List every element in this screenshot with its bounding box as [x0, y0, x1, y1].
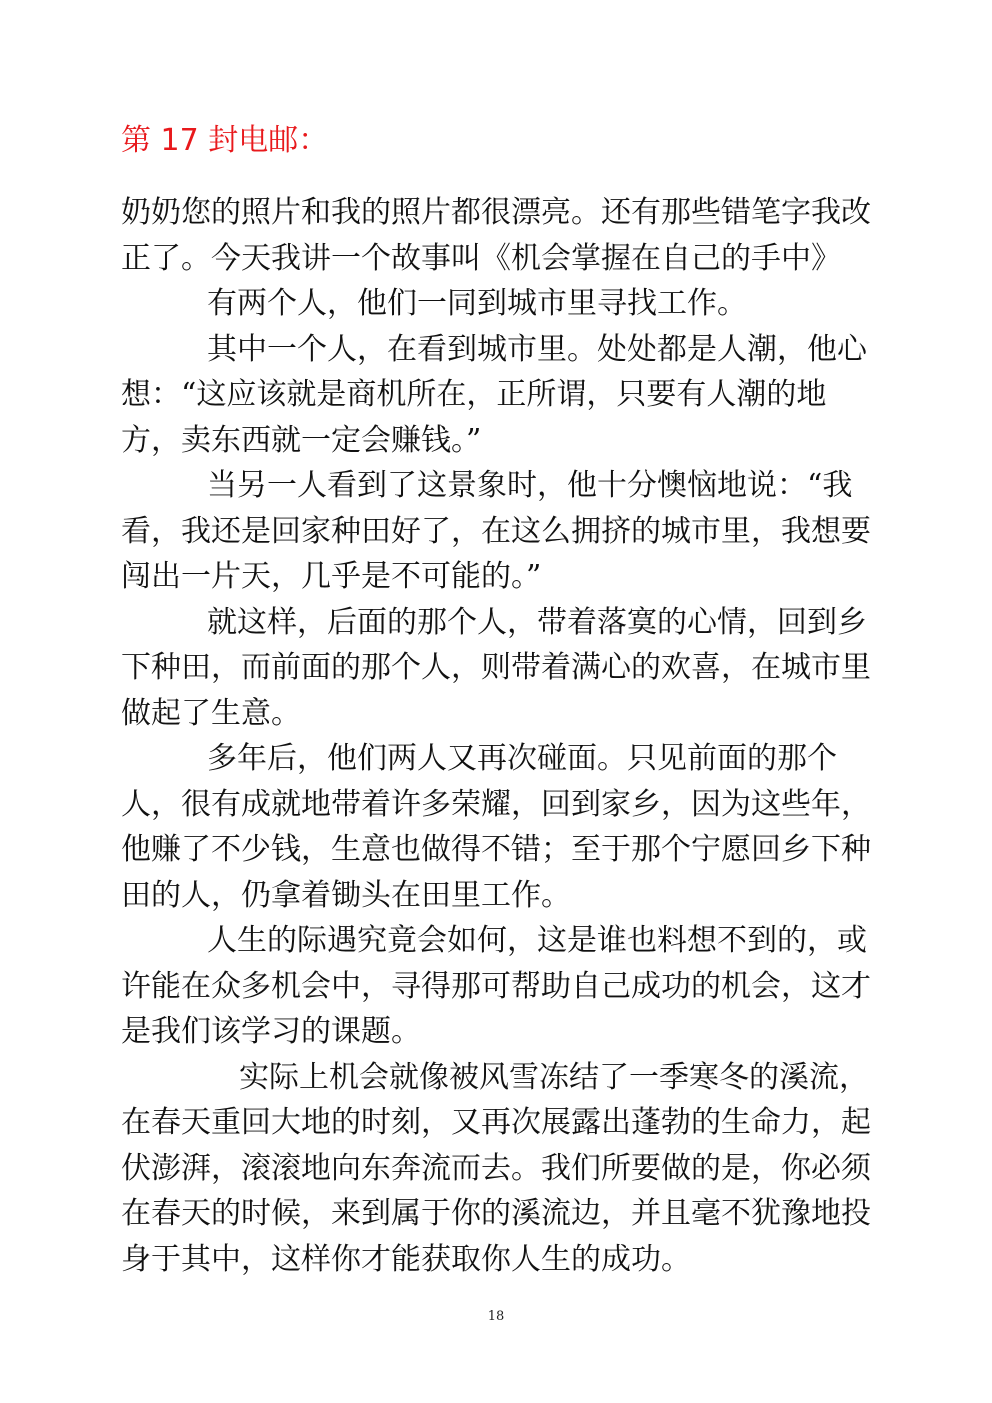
text-line: 人，很有成就地带着许多荣耀，回到家乡，因为这些年， — [121, 786, 871, 822]
text-line: 身于其中，这样你才能获取你人生的成功。 — [121, 1241, 691, 1277]
text-line: 是我们该学习的课题。 — [121, 1014, 421, 1049]
text-line: 闯出一片天，几乎是不可能的。” — [121, 559, 542, 594]
text-line: 想：“这应该就是商机所在，正所谓，只要有人潮的地 — [121, 377, 827, 412]
text-line: 就这样，后面的那个人，带着落寞的心情，回到乡 — [207, 604, 867, 640]
page-number: 18 — [487, 1309, 505, 1324]
text-line: 多年后，他们两人又再次碰面。只见前面的那个 — [207, 741, 837, 776]
text-line: 人生的际遇究竟会如何，这是谁也料想不到的，或 — [207, 923, 867, 958]
text-line: 当另一人看到了这景象时，他十分懊恼地说：“我 — [207, 468, 853, 503]
text-line: 伏澎湃，滚滚地向东奔流而去。我们所要做的是，你必须 — [121, 1150, 871, 1186]
text-line: 正了。今天我讲一个故事叫《机会掌握在自己的手中》 — [121, 240, 841, 276]
text-line: 在春天重回大地的时刻，又再次展露出蓬勃的生命力，起 — [121, 1105, 871, 1140]
text-line: 他赚了不少钱，生意也做得不错；至于那个宁愿回乡下种 — [121, 832, 871, 867]
text-line: 其中一个人，在看到城市里。处处都是人潮，他心 — [207, 331, 867, 367]
text-line: 做起了生意。 — [121, 695, 301, 731]
text-line: 看，我还是回家种田好了，在这么拥挤的城市里，我想要 — [121, 513, 871, 549]
text-line: 田的人，仍拿着锄头在田里工作。 — [121, 877, 571, 913]
text-line: 方，卖东西就一定会赚钱。” — [121, 422, 482, 458]
story-body — [121, 190, 881, 1282]
email-title: 第 17 封电邮： — [121, 123, 329, 158]
text-line: 下种田，而前面的那个人，则带着满心的欢喜，在城市里 — [121, 650, 871, 685]
text-line: 许能在众多机会中，寻得那可帮助自己成功的机会，这才 — [121, 968, 871, 1004]
text-line: 有两个人，他们一同到城市里寻找工作。 — [207, 286, 747, 321]
text-line: 在春天的时候，来到属于你的溪流边，并且毫不犹豫地投 — [121, 1196, 871, 1231]
text-line: 实际上机会就像被风雪冻结了一季寒冬的溪流， — [239, 1059, 869, 1095]
text-line: 奶奶您的照片和我的照片都很漂亮。还有那些错笔字我改 — [121, 195, 871, 230]
